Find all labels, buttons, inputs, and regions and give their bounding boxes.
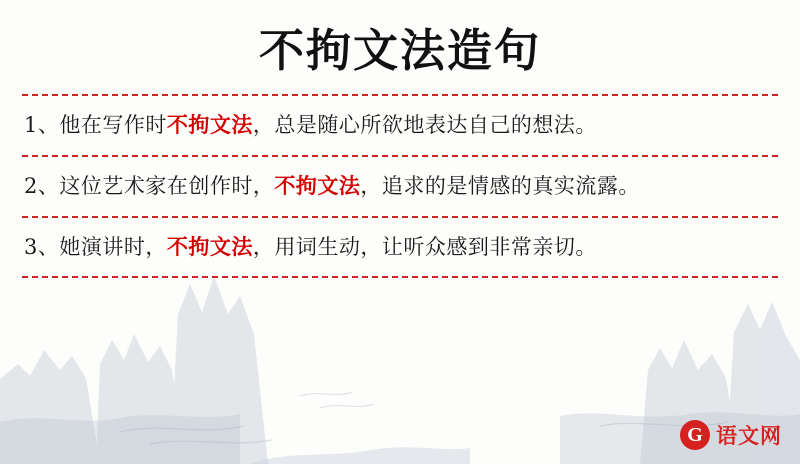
logo-icon: G <box>680 420 710 450</box>
sentence-2-keyword: 不拘文法 <box>274 172 361 198</box>
sentence-1-part-3: ，总是随心所欲地表达自己的想法。 <box>252 113 597 137</box>
divider-bottom <box>22 276 778 278</box>
sentence-3-part-1: 她演讲时， <box>59 234 167 259</box>
sentence-2-index: 2、 <box>24 173 60 198</box>
sentence-2-part-3: ，追求的是情感的真实流露。 <box>360 173 640 198</box>
sentence-3 <box>22 218 778 277</box>
watermark <box>680 420 782 450</box>
sentence-3-keyword: 不拘文法 <box>166 233 253 259</box>
page-title: 不拘文法造句 <box>258 24 541 77</box>
sentence-1-part-1: 他在写作时 <box>59 113 167 137</box>
sentence-1 <box>22 96 778 155</box>
watermark-label: 语文网 <box>716 424 782 448</box>
sentence-1-keyword: 不拘文法 <box>166 112 253 137</box>
sentence-1-index: 1、 <box>24 113 60 137</box>
sentence-2-part-1: 这位艺术家在创作时， <box>59 173 275 198</box>
sentence-3-part-3: ，用词生动，让听众感到非常亲切。 <box>252 234 597 259</box>
sentence-2 <box>22 157 778 216</box>
sentence-3-index: 3、 <box>24 234 60 259</box>
